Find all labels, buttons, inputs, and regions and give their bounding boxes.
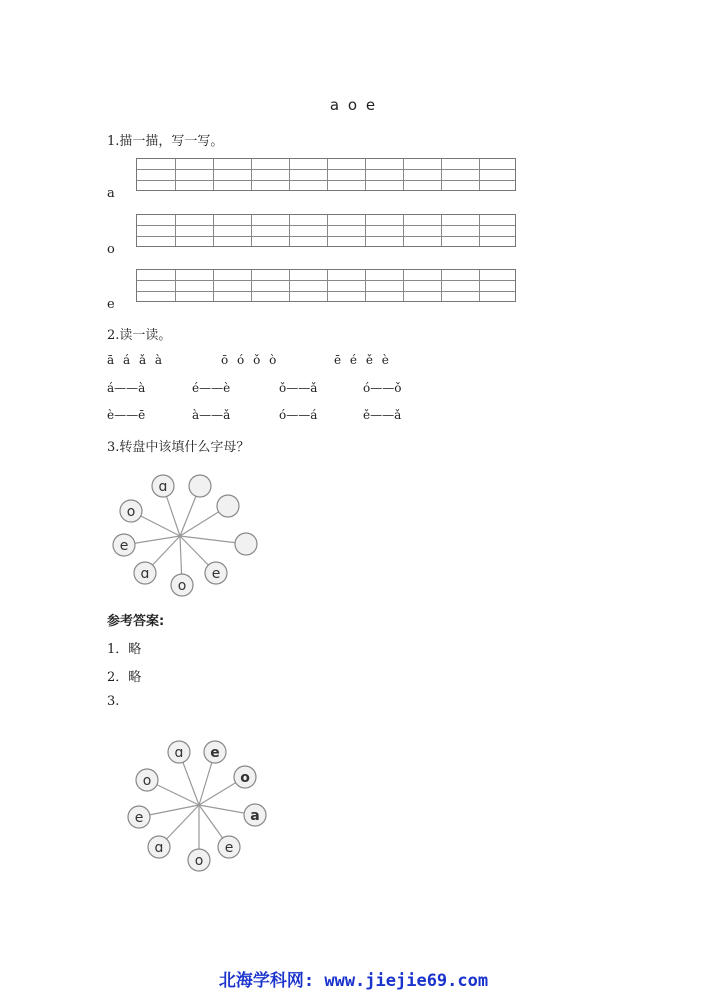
question-3-label: 3.转盘中该填什么字母？ xyxy=(107,440,250,455)
wheel-svg xyxy=(108,468,258,608)
tone-groups-row xyxy=(0,353,707,369)
wheel-letter: o xyxy=(194,853,204,869)
wheel-letter: e xyxy=(211,566,221,582)
pairs-row-2 xyxy=(0,408,707,424)
pair-item: á——à xyxy=(107,381,146,395)
wheel-letter: e xyxy=(134,810,144,826)
wheel-letter: ɑ xyxy=(174,745,184,761)
row-label-o: o xyxy=(107,242,115,257)
wheel-letter: o xyxy=(142,773,152,789)
footer-website[interactable]: 北海学科网: www.jiejie69.com xyxy=(218,971,489,991)
question-2-label: 2.读一读。 xyxy=(107,328,172,343)
wheel-letter: o xyxy=(126,504,136,520)
writing-grid-a xyxy=(136,158,516,191)
writing-grid-e xyxy=(136,269,516,302)
wheel-letter: a xyxy=(250,808,260,824)
pairs-row-1 xyxy=(0,381,707,397)
pair-item: à——ǎ xyxy=(192,408,231,422)
wheel-letter: o xyxy=(240,770,250,786)
wheel-letter: ɑ xyxy=(154,840,164,856)
answers-heading: 参考答案: xyxy=(107,614,165,629)
pair-item: ó——á xyxy=(279,408,318,422)
wheel-letter: o xyxy=(177,578,187,594)
pair-item: ǒ——ǎ xyxy=(279,381,318,395)
wheel-letter: e xyxy=(210,745,220,761)
answer-2: 2．略 xyxy=(107,670,142,685)
row-label-a: a xyxy=(107,186,115,201)
writing-grid-o xyxy=(136,214,516,247)
pair-item: è——ē xyxy=(107,408,146,422)
wheel-letter: ɑ xyxy=(158,479,168,495)
page-title: a o e xyxy=(329,96,378,114)
letter-wheel-question xyxy=(108,468,258,608)
wheel-letter: ɑ xyxy=(140,566,150,582)
wheel-svg-answer xyxy=(127,735,277,875)
pair-item: é——è xyxy=(192,381,231,395)
letter-wheel-answer xyxy=(127,735,277,875)
answer-3: 3. xyxy=(107,694,120,709)
pair-item: ó——ǒ xyxy=(363,381,402,395)
question-1-label: 1.描一描，写一写。 xyxy=(107,134,224,149)
wheel-letter: e xyxy=(119,538,129,554)
row-label-e: e xyxy=(107,297,115,312)
answer-1: 1．略 xyxy=(107,642,142,657)
tone-group-a: ā á ǎ à xyxy=(107,353,163,367)
pair-item: ě——ǎ xyxy=(363,408,402,422)
tone-group-o: ō ó ǒ ò xyxy=(221,353,277,367)
wheel-letter: e xyxy=(224,840,234,856)
tone-group-e: ē é ě è xyxy=(334,353,389,367)
